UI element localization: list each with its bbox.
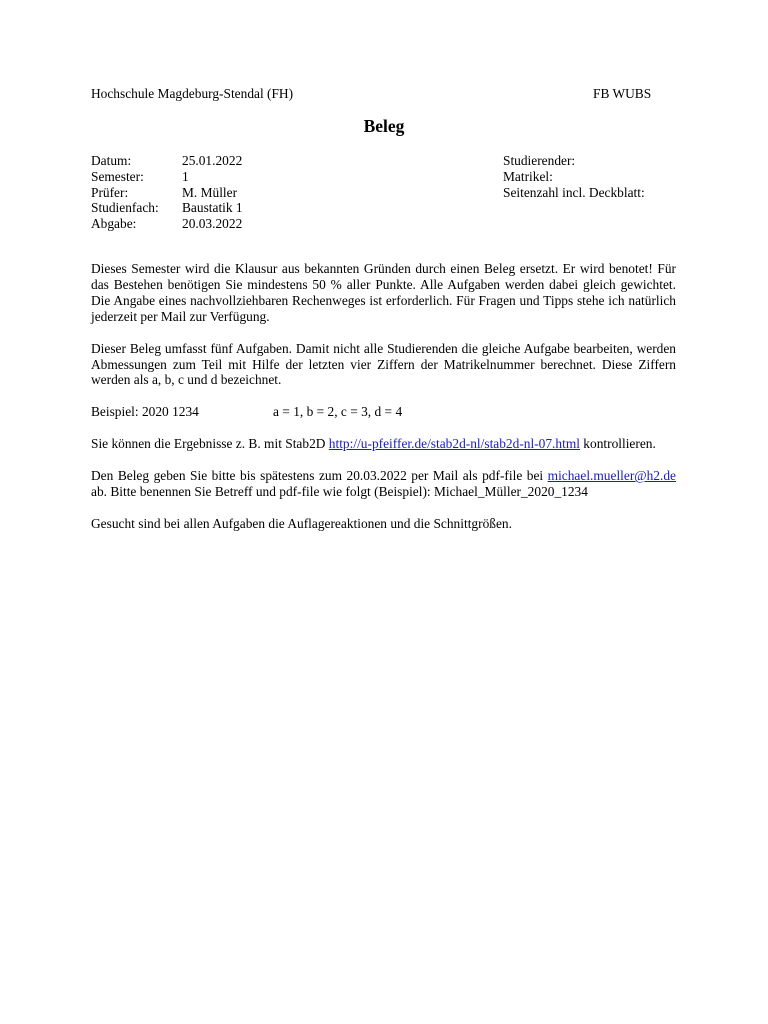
meta-value: 25.01.2022 [182, 153, 243, 168]
department-name: FB WUBS [593, 86, 652, 101]
student-info [503, 153, 645, 200]
stab2d-link[interactable]: http://u-pfeiffer.de/stab2d-nl/stab2d-nl-07.html [328, 436, 580, 452]
meta-label: Datum: [91, 153, 132, 168]
meta-value: 1 [182, 168, 189, 184]
example-digits: a = 1, b = 2, c = 3, d = 4 [273, 404, 403, 420]
student-name-label: Studierender: [503, 153, 576, 168]
meta-row-examiner [91, 185, 243, 201]
paragraph-requirements: Gesucht sind bei allen Aufgaben die Auflagereaktionen und die Schnittgrößen. [91, 515, 512, 531]
document-title: Beleg [363, 116, 405, 136]
institution-name: Hochschule Magdeburg-Stendal (FH) [91, 86, 294, 101]
page-count-label: Seitenzahl incl. Deckblatt: [503, 184, 645, 200]
meta-value: M. Müller [182, 184, 238, 200]
paragraph-intro: Dieses Semester wird die Klausur aus bekannten Gründen durch einen Beleg ersetzt. Er wird benotet! Für das Bestehen benötigen Sie mindestens 50 % aller Punkte. Alle Aufgaben werden dabei gleich gewichtet. Die Angabe eines nachvollziehbaren Rechenweges ist erforderlich. Für Fragen und Tipps stehe ich natürlich jederzeit per Mail zur Verfügung. [91, 261, 676, 324]
meta-label: Prüfer: [91, 184, 129, 200]
meta-row-semester [91, 169, 243, 185]
meta-row-date [91, 153, 243, 169]
document-body [91, 261, 676, 548]
email-link[interactable]: michael.mueller@h2.de [547, 468, 676, 484]
meta-table [91, 153, 243, 232]
meta-value: 20.03.2022 [182, 216, 243, 232]
stab2d-text-end: kontrollieren. [579, 436, 656, 452]
meta-row-due-date [91, 216, 243, 232]
meta-label: Abgabe: [91, 216, 137, 232]
meta-label: Semester: [91, 168, 144, 184]
stab2d-text: Sie können die Ergebnisse z. B. mit Stab2D [91, 436, 329, 452]
submission-text: Den Beleg geben Sie bitte bis spätestens zum 20.03.2022 per Mail als pdf-file bei [91, 468, 548, 484]
example-line [91, 404, 676, 420]
paragraph-tasks: Dieser Beleg umfasst fünf Aufgaben. Damit nicht alle Studierenden die gleiche Aufgabe bearbeiten, werden Abmessungen zum Teil mit Hilfe der letzten vier Ziffern der Matrikelnummer berechnet. Diese Ziffern werden als a, b, c und d bezeichnet. [91, 340, 676, 388]
paragraph-submission [91, 468, 676, 500]
meta-value: Baustatik 1 [182, 200, 243, 216]
meta-row-subject [91, 200, 243, 216]
paragraph-stab2d [91, 436, 676, 452]
meta-label: Studienfach: [91, 200, 159, 216]
submission-text-end: ab. Bitte benennen Sie Betreff und pdf-file wie folgt (Beispiel): Michael_Müller_2020_1234 [91, 484, 588, 500]
example-number: Beispiel: 2020 1234 [91, 404, 199, 420]
matrikel-label: Matrikel: [503, 168, 553, 184]
